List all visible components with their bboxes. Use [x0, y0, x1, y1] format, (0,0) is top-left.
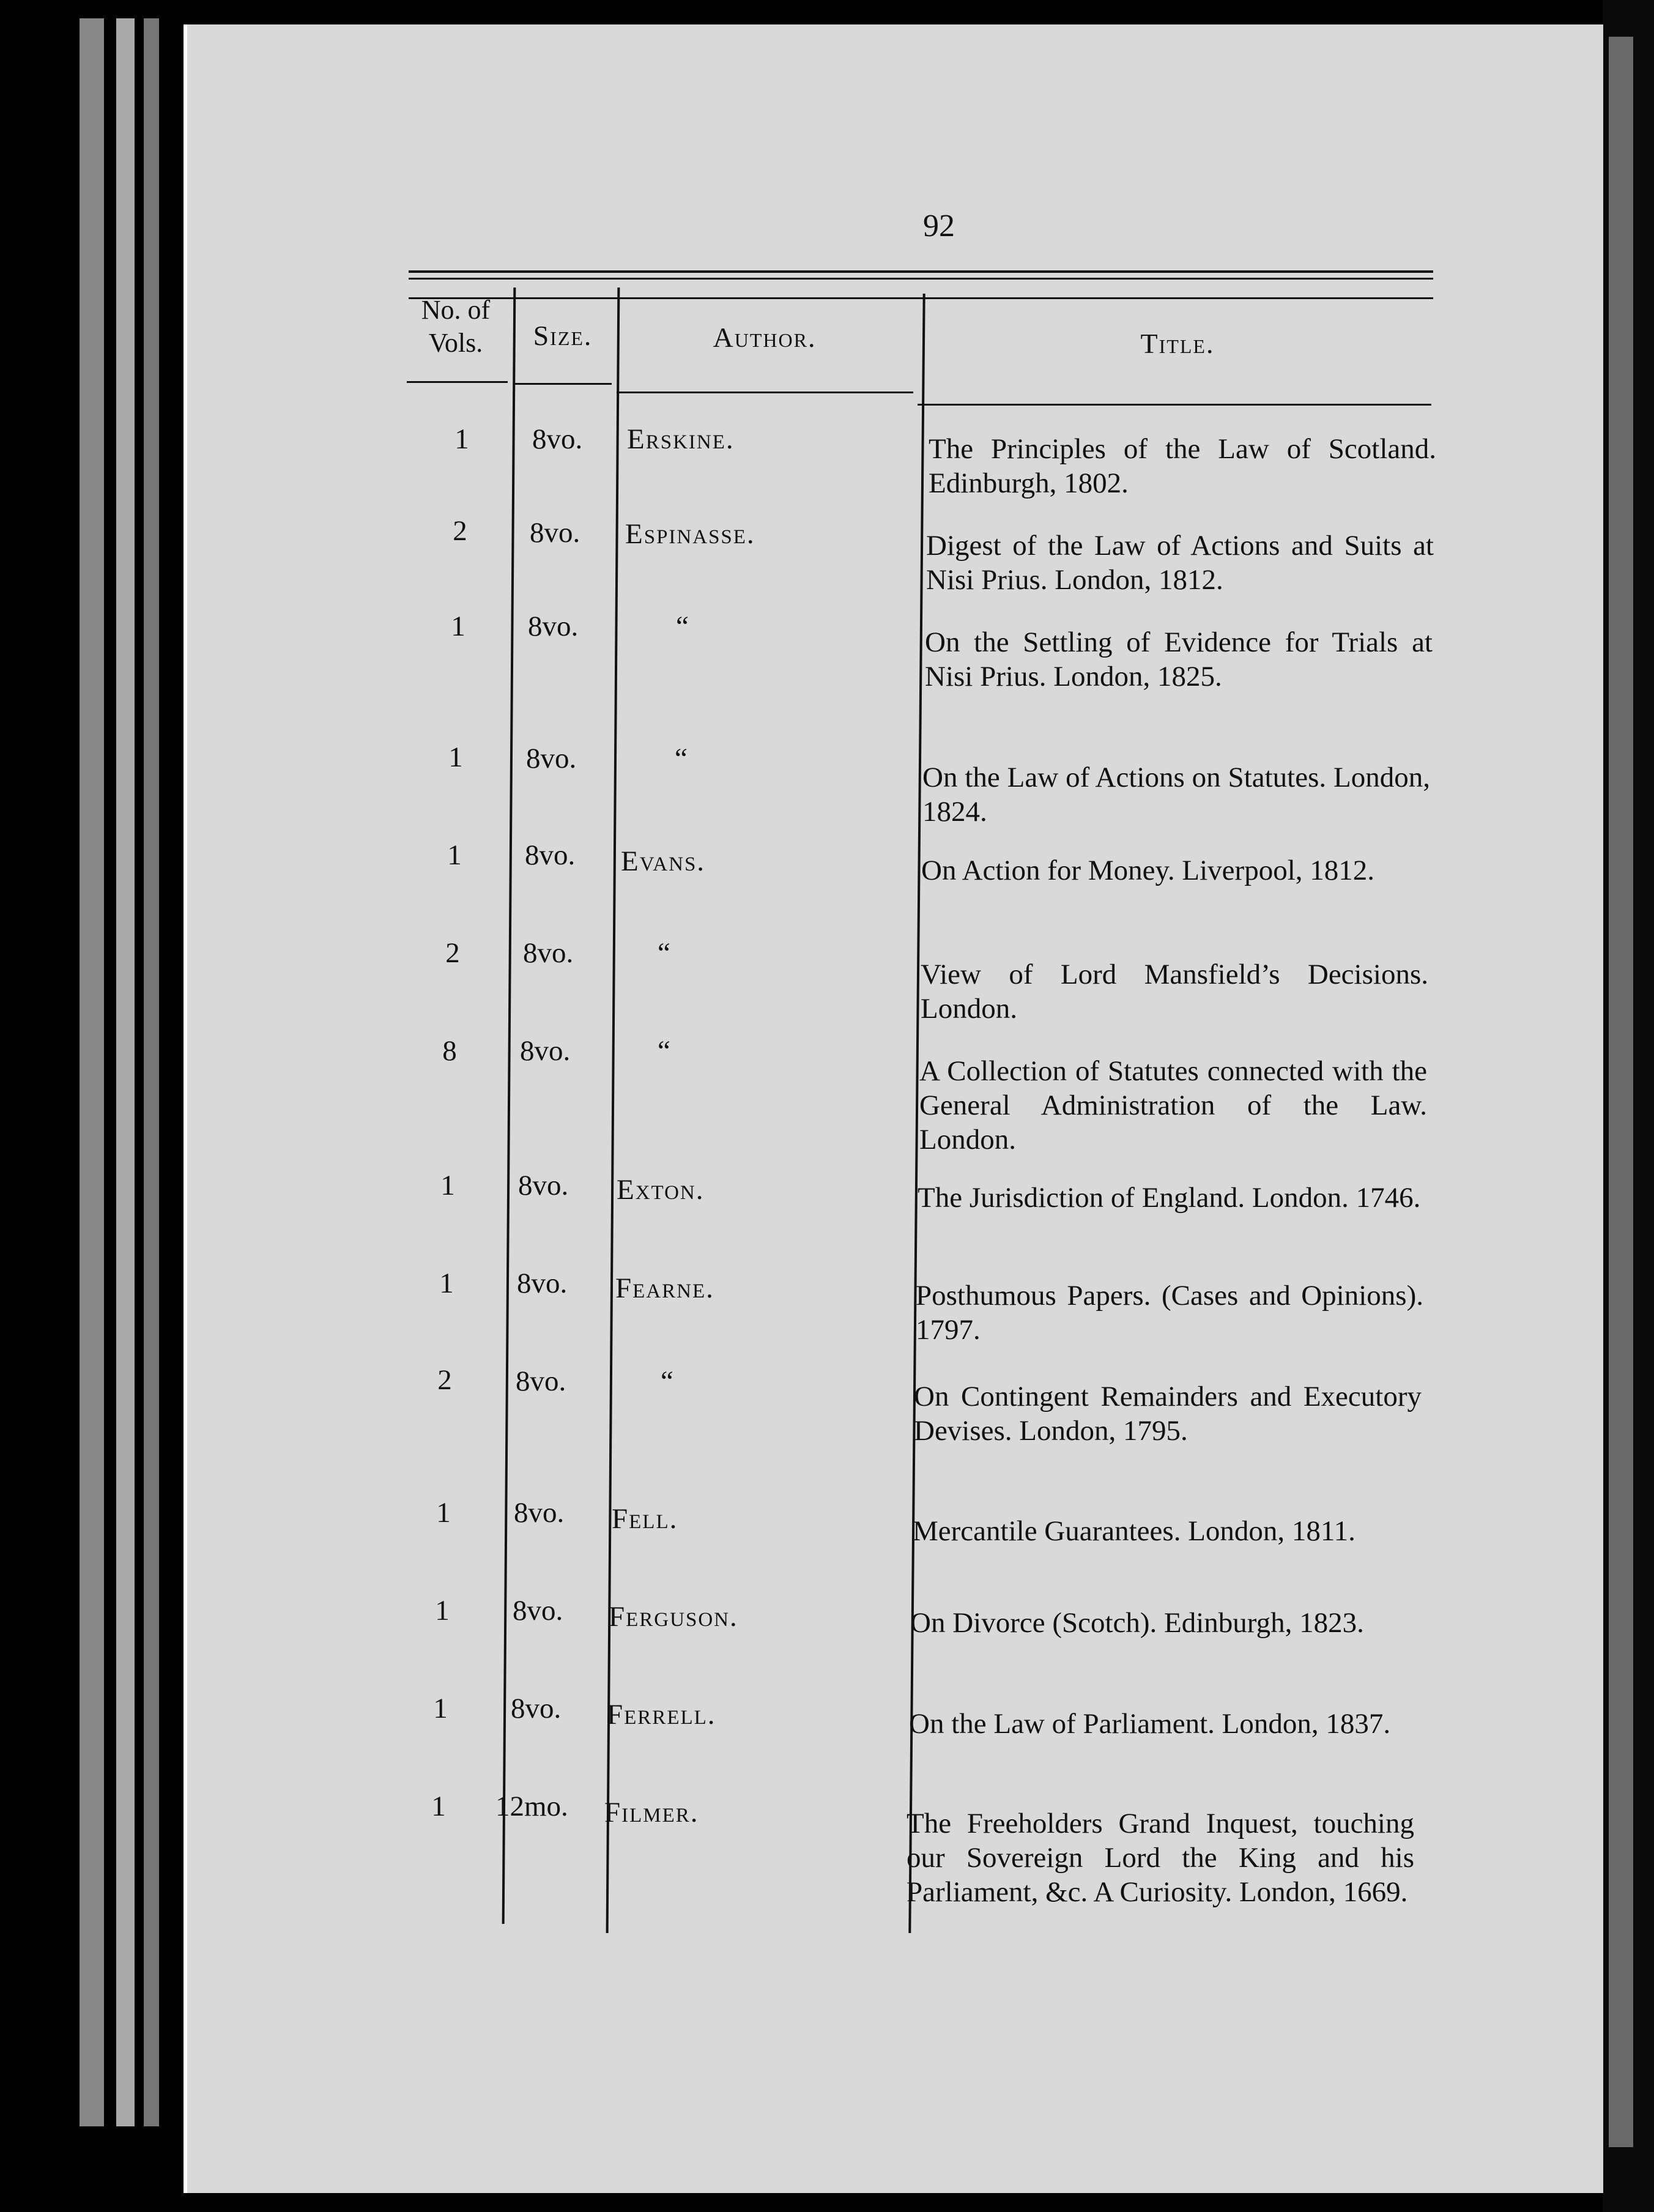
size-cell: 8vo.	[518, 1170, 569, 1201]
vols-cell: 2	[445, 937, 460, 969]
author-cell: “	[661, 1365, 675, 1397]
header-top-rule	[409, 297, 1433, 299]
title-cell: On Divorce (Scotch). Edinburgh, 1823.	[910, 1607, 1364, 1639]
title-cell: On the Law of Actions on Statutes. London, 1824.	[922, 762, 1430, 828]
author-cell: “	[676, 611, 690, 642]
vols-cell: 1	[433, 1693, 448, 1724]
author-cell: Espinasse.	[625, 518, 755, 550]
vols-cell: 1	[447, 839, 462, 871]
header-top-rule	[409, 270, 1433, 273]
vols-cell: 8	[442, 1035, 457, 1067]
title-cell: View of Lord Mansfield’s Decisions. London.	[921, 959, 1428, 1025]
size-cell: 8vo.	[517, 1267, 568, 1299]
title-cell: On the Law of Parliament. London, 1837.	[909, 1708, 1391, 1740]
vols-cell: 1	[436, 1497, 451, 1529]
size-cell: 8vo.	[511, 1693, 562, 1724]
size-cell: 8vo.	[525, 839, 576, 871]
header-title: Title.	[1140, 328, 1215, 359]
header-author: Author.	[713, 322, 817, 353]
title-cell: The Principles of the Law of Scotland. Edinburgh, 1802.	[929, 433, 1436, 499]
title-cell: On the Settling of Evidence for Trials at Nisi Prius. London, 1825.	[925, 626, 1433, 692]
header-bottom-rule	[617, 392, 913, 393]
author-cell: Exton.	[617, 1174, 705, 1206]
author-cell: “	[658, 1035, 672, 1067]
author-cell: “	[675, 743, 689, 774]
size-cell: 8vo.	[532, 423, 583, 455]
author-cell: Erskine.	[627, 423, 735, 455]
size-cell: 8vo.	[520, 1035, 571, 1067]
vols-cell: 1	[431, 1791, 446, 1822]
size-cell: 8vo.	[513, 1595, 563, 1627]
facing-page-edge	[1609, 37, 1633, 2147]
size-cell: 8vo.	[514, 1497, 565, 1529]
author-cell: “	[658, 937, 672, 969]
page-number: 92	[923, 209, 955, 243]
author-cell: Filmer.	[604, 1797, 699, 1828]
author-cell: Fearne.	[615, 1272, 714, 1304]
title-cell: On Action for Money. Liverpool, 1812.	[921, 855, 1375, 886]
book-edge	[116, 18, 135, 2126]
size-cell: 8vo.	[516, 1365, 566, 1397]
vols-cell: 2	[437, 1364, 452, 1396]
title-cell: The Jurisdiction of England. London. 1746.	[918, 1182, 1421, 1214]
title-cell: The Freeholders Grand Inquest, touching our Sovereign Lord the King and his Parliament, &c. A Curiosity. London, 1669.	[907, 1808, 1414, 1908]
title-cell: Digest of the Law of Actions and Suits at Nisi Prius. London, 1812.	[926, 530, 1434, 596]
size-cell: 8vo.	[523, 937, 574, 969]
author-cell: Fell.	[612, 1503, 678, 1535]
header-bottom-rule	[514, 383, 612, 385]
header-bottom-rule	[918, 404, 1431, 406]
vols-cell: 1	[454, 423, 469, 455]
vols-cell: 1	[451, 611, 465, 642]
vols-cell: 1	[439, 1267, 454, 1299]
size-cell: 12mo.	[495, 1791, 568, 1822]
size-cell: 8vo.	[528, 611, 579, 642]
author-cell: Ferrell.	[607, 1699, 716, 1731]
vols-cell: 1	[435, 1595, 450, 1627]
title-cell: On Contingent Remainders and Executory Devises. London, 1795.	[914, 1381, 1422, 1447]
size-cell: 8vo.	[530, 517, 580, 549]
author-cell: Ferguson.	[609, 1601, 738, 1633]
size-cell: 8vo.	[526, 743, 577, 774]
title-cell: Mercantile Guarantees. London, 1811.	[913, 1515, 1355, 1547]
author-cell: Evans.	[621, 845, 706, 877]
title-cell: A Collection of Statutes connected with the General Administration of the Law. London.	[919, 1055, 1427, 1156]
header-vols: No. of Vols.	[421, 295, 491, 358]
header-top-rule	[409, 278, 1433, 280]
book-edge	[144, 18, 159, 2126]
header-size: Size.	[533, 320, 593, 351]
header-bottom-rule	[407, 381, 508, 383]
vols-cell: 2	[453, 515, 467, 547]
title-cell: Posthumous Papers. (Cases and Opinions). 1797.	[916, 1280, 1423, 1346]
vols-cell: 1	[440, 1170, 455, 1201]
book-edge	[80, 18, 104, 2126]
vols-cell: 1	[448, 741, 463, 773]
